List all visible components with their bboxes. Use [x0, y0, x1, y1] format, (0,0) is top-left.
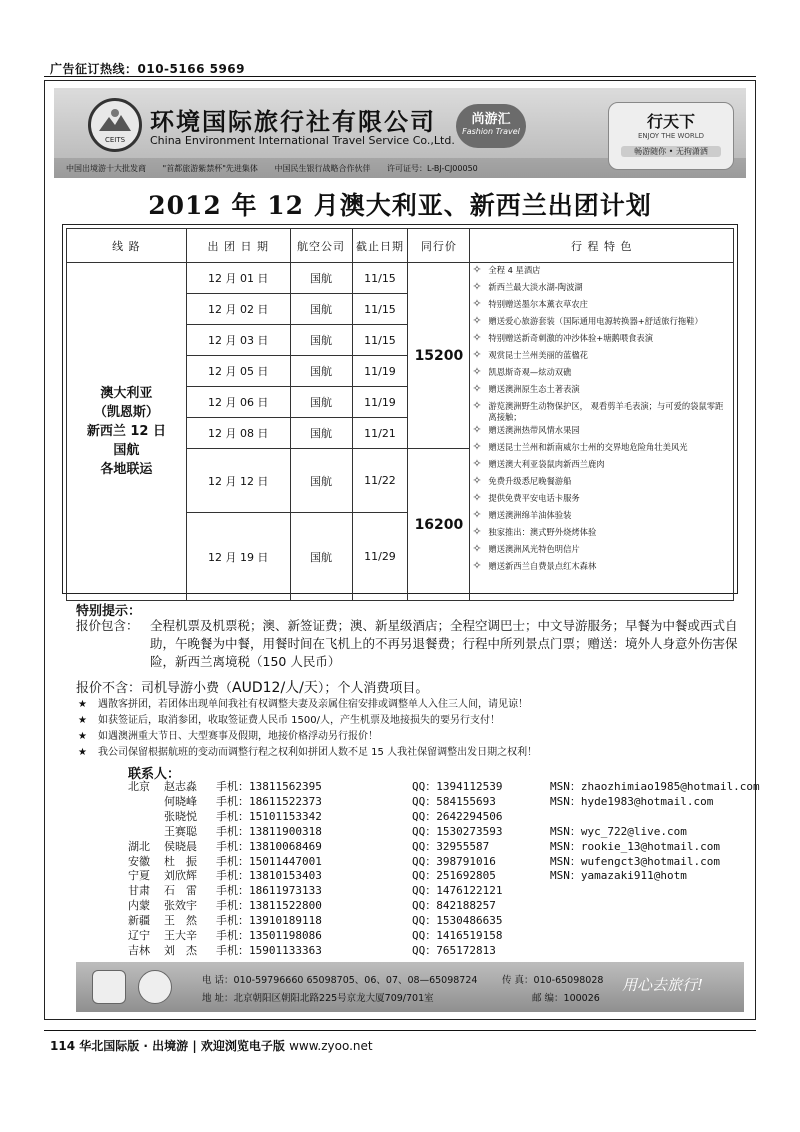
- airline: 国航: [290, 325, 352, 356]
- feature-text: 特别赠送墨尔本薰衣草农庄: [488, 299, 588, 309]
- star-icon: ★: [78, 747, 87, 758]
- tip-fee: AUD12/人/天: [232, 680, 318, 696]
- contact-msn: MSN：hyde1983@hotmail.com: [550, 794, 714, 808]
- feature-text: 新西兰最大淡水湖-陶波湖: [488, 282, 583, 292]
- top-rule: [44, 76, 756, 77]
- airline: 国航: [290, 263, 352, 294]
- star-icon: ★: [78, 715, 87, 726]
- route-line: 国航: [113, 443, 140, 458]
- contact-qq: QQ：584155693: [412, 794, 496, 808]
- credentials-line: [54, 158, 746, 178]
- contact-row: [128, 884, 760, 899]
- contact-name: 杜 振: [164, 854, 197, 868]
- sparkle-icon: ✧: [472, 314, 482, 327]
- sparkle-icon: ✧: [472, 382, 482, 395]
- feature-item: [472, 263, 731, 280]
- deadline: 11/15: [352, 325, 408, 356]
- feature-text: 提供免费平安电话卡服务: [488, 493, 580, 503]
- contact-phone: 手机：18611522373: [216, 794, 322, 808]
- contact-name: 刘欣辉: [164, 869, 197, 883]
- contact-qq: QQ：1530273593: [412, 824, 503, 838]
- sparkle-icon: ✧: [472, 491, 482, 504]
- fashion-travel-badge: [456, 104, 526, 148]
- sparkle-icon: ✧: [472, 474, 482, 487]
- contact-qq: QQ：1394112539: [412, 780, 503, 793]
- contact-region: 辽宁: [128, 929, 150, 943]
- sparkle-icon: ✧: [472, 440, 482, 453]
- contact-row: [128, 914, 760, 929]
- contact-phone: 手机：18611973133: [216, 884, 322, 898]
- contact-qq: QQ：2642294506: [412, 809, 503, 823]
- contacts-section: [128, 763, 760, 959]
- contact-phone: 手机：15901133363: [216, 943, 322, 957]
- sparkle-icon: ✧: [472, 297, 482, 310]
- feature-text: 赠送澳洲风光特色明信片: [488, 544, 580, 554]
- footer-slogan: 用心去旅行!: [622, 976, 704, 994]
- contact-name: 张效宇: [164, 899, 197, 913]
- feature-item: [472, 399, 731, 423]
- contact-phone: 手机：13811562395: [216, 780, 322, 793]
- feature-item: [472, 280, 731, 297]
- xtx-cn: 行天下: [646, 112, 695, 131]
- contact-name: 王赛聪: [164, 824, 197, 838]
- departure-date: 12 月 12 日: [186, 449, 290, 513]
- feature-text: 全程 4 星酒店: [488, 265, 541, 275]
- airline: 国航: [290, 449, 352, 513]
- contact-qq: QQ：1416519158: [412, 929, 503, 943]
- feature-item: [472, 423, 731, 440]
- contact-region: 安徽: [128, 854, 150, 868]
- banner-top: [54, 88, 746, 158]
- sparkle-icon: ✧: [472, 423, 482, 436]
- bullet-text: 我公司保留根据航班的变动而调整行程之权利如拼团人数不足 15 人我社保留调整出发日期之权利！: [98, 747, 538, 758]
- contact-region: 内蒙: [128, 899, 150, 913]
- route-line: 新西兰 12 日: [86, 424, 166, 439]
- schedule-table: [66, 228, 734, 601]
- sparkle-icon: ✧: [472, 457, 482, 470]
- ceits-logo-icon: [88, 98, 142, 152]
- feature-text: 游览澳洲野生动物保护区， 观看剪羊毛表演；与可爱的袋鼠零距离接触；: [488, 401, 724, 422]
- contact-name: 张晓悦: [164, 809, 197, 823]
- credential: 中国民生银行战略合作伙伴: [274, 164, 371, 173]
- contact-msn: MSN：rookie_13@hotmail.com: [550, 839, 720, 853]
- departure-date: 12 月 19 日: [186, 513, 290, 601]
- credential: "首都旅游紫禁杯"先进集体: [162, 164, 258, 173]
- contact-qq: QQ：32955587: [412, 839, 490, 853]
- contact-region: [128, 810, 164, 825]
- table-header-row: [67, 229, 734, 263]
- header-airline: 航空公司: [290, 229, 352, 263]
- contact-name: 王大辛: [164, 929, 197, 943]
- contact-row: [128, 855, 760, 870]
- feature-item: [472, 457, 731, 474]
- contact-name: 石 雷: [164, 884, 197, 898]
- sparkle-icon: ✧: [472, 399, 482, 412]
- contact-msn: MSN：wufengct3@hotmail.com: [550, 854, 720, 868]
- bullet-text: 如遇澳洲重大节日、大型赛事及假期，地接价格浮动另行报价！: [98, 731, 378, 742]
- price-cell: 16200: [408, 449, 470, 601]
- contact-row: [128, 840, 760, 855]
- feature-text: 赠送昆士兰州和新南威尔士州的交界地危险角壮美风光: [488, 442, 688, 452]
- contact-qq: QQ：251692805: [412, 869, 496, 883]
- feature-text: 独家推出：澳式野外烧烤体验: [488, 527, 597, 537]
- ad-hotline: 广告征订热线：010-5166 5969: [50, 62, 246, 76]
- note-bullet: [78, 713, 746, 729]
- header-price: 同行价: [408, 229, 470, 263]
- contact-row: [128, 795, 760, 810]
- contact-qq: QQ：398791016: [412, 854, 496, 868]
- price-includes: [76, 617, 746, 671]
- feature-text: 赠送新西兰自费景点红木森林: [488, 561, 597, 571]
- feature-item: [472, 491, 731, 508]
- contact-row: [128, 869, 760, 884]
- contact-qq: QQ：1476122121: [412, 884, 503, 898]
- feature-item: [472, 314, 731, 331]
- includes-label: 报价包含：: [76, 618, 139, 633]
- contact-row: [128, 899, 760, 914]
- contact-qq: QQ：842188257: [412, 899, 496, 913]
- feature-text: 观赏昆士兰州美丽的蓝楹花: [488, 350, 588, 360]
- feature-text: 赠送澳洲绵羊油体验装: [488, 510, 572, 520]
- contact-msn: MSN：zhaozhimiao1985@hotmail.com: [550, 780, 760, 793]
- feature-item: [472, 474, 731, 491]
- excludes-label: 报价不含：: [76, 681, 142, 696]
- feature-item: [472, 508, 731, 525]
- contact-region: 新疆: [128, 914, 150, 928]
- deadline: 11/22: [352, 449, 408, 513]
- sparkle-icon: ✧: [472, 365, 482, 378]
- airline: 国航: [290, 356, 352, 387]
- contact-name: 何晓峰: [164, 794, 197, 808]
- sparkle-icon: ✧: [472, 559, 482, 572]
- partner-logo-icon: [92, 970, 126, 1004]
- credential: 中国出境游十大批发商: [66, 164, 146, 173]
- contact-footer-bar: [76, 962, 744, 1012]
- contact-row: [128, 825, 760, 840]
- company-banner: [54, 88, 746, 178]
- logo-text: CEITS: [104, 136, 126, 144]
- bullet-text: 遇散客拼团，若团体出现单间我社有权调整夫妻及亲属住宿安排或调整单人入住三人间，请见谅！: [98, 699, 528, 710]
- route-cell: [67, 263, 187, 601]
- price-cell: 15200: [408, 263, 470, 449]
- airline: 国航: [290, 387, 352, 418]
- contact-phone: 手机：13910189118: [216, 914, 322, 928]
- departure-date: 12 月 05 日: [186, 356, 290, 387]
- features-cell: [470, 263, 734, 601]
- note-bullet: [78, 697, 746, 713]
- sparkle-icon: ✧: [472, 508, 482, 521]
- star-icon: ★: [78, 731, 87, 742]
- contact-name: 赵志淼: [164, 780, 197, 793]
- feature-text: 赠送爱心旅游套装（国际通用电源转换器+舒适旅行拖鞋）: [488, 316, 703, 326]
- sparkle-icon: ✧: [472, 348, 482, 361]
- feature-text: 特别赠送新奇刺激的冲沙体验+塘鹅喂食表演: [488, 333, 654, 343]
- feature-text: 赠送澳洲原生态土著表演: [488, 384, 580, 394]
- contact-region: 北京: [128, 780, 150, 793]
- route-line: 各地联运: [100, 462, 153, 477]
- deadline: 11/21: [352, 418, 408, 449]
- feature-item: [472, 382, 731, 399]
- contact-region: 甘肃: [128, 884, 150, 898]
- excludes-text: 司机导游小费（: [141, 681, 233, 696]
- includes-text: 全程机票及机票税；澳、新签证费；澳、新星级酒店；全程空调巴士；中文导游服务；早餐为中餐或西式自助，午晚餐为中餐，用餐时间在飞机上的不再另退餐费；行程中所列景点门票；赠送：境外人身意外伤害保险，新西兰离境税（150 人民币）: [150, 618, 738, 669]
- note-bullet: [78, 729, 746, 745]
- sparkle-icon: ✧: [472, 542, 482, 555]
- departure-date: 12 月 02 日: [186, 294, 290, 325]
- deadline: 11/15: [352, 294, 408, 325]
- brand-en: Fashion Travel: [462, 127, 520, 136]
- notes-title: 特别提示：: [76, 604, 142, 619]
- contact-name: 刘 杰: [164, 943, 197, 957]
- feature-item: [472, 542, 731, 559]
- contact-phone: 手机：13811900318: [216, 824, 322, 838]
- contact-name: 侯晓晨: [164, 839, 197, 853]
- footer-postcode: 邮 编：100026: [532, 993, 600, 1004]
- header-features: 行 程 特 色: [470, 229, 734, 263]
- contact-region: 湖北: [128, 839, 150, 853]
- page-footer: [50, 1037, 373, 1054]
- feature-item: [472, 440, 731, 457]
- header-deadline: 截止日期: [352, 229, 408, 263]
- airline: 国航: [290, 418, 352, 449]
- contact-phone: 手机：13810068469: [216, 839, 322, 853]
- star-icon: ★: [78, 699, 87, 710]
- deadline: 11/19: [352, 387, 408, 418]
- deadline: 11/15: [352, 263, 408, 294]
- contact-msn: MSN：yamazaki911@hotm: [550, 869, 687, 883]
- contact-msn: MSN：wyc_722@live.com: [550, 824, 687, 838]
- footer-phone: 电 话：010-59796660 65098705、06、07、08—65098724: [202, 975, 478, 986]
- contact-phone: 手机：13811522800: [216, 899, 322, 913]
- sparkle-icon: ✧: [472, 525, 482, 538]
- seal-logo-icon: [138, 970, 172, 1004]
- feature-item: [472, 297, 731, 314]
- feature-item: [472, 559, 731, 576]
- table-row: [67, 263, 734, 294]
- note-bullet: [78, 745, 746, 761]
- contact-region: 吉林: [128, 943, 150, 957]
- contact-region: 宁夏: [128, 869, 150, 883]
- company-name-en: China Environment International Travel Service Co.,Ltd.: [150, 134, 455, 147]
- header-date: 出 团 日 期: [186, 229, 290, 263]
- contacts-title: 联系人：: [128, 767, 181, 782]
- contact-row: [128, 944, 760, 959]
- excludes-text: ）；个人消费项目。: [317, 681, 429, 696]
- departure-date: 12 月 08 日: [186, 418, 290, 449]
- website-link[interactable]: www.zyoo.net: [289, 1039, 373, 1053]
- page-title: 2012 年 12 月澳大利亚、新西兰出团计划: [148, 191, 652, 220]
- sparkle-icon: ✧: [472, 331, 482, 344]
- deadline: 11/19: [352, 356, 408, 387]
- header-route: 线 路: [67, 229, 187, 263]
- feature-text: 免费升级悉尼晚餐游船: [488, 476, 572, 486]
- route-line: 澳大利亚: [100, 386, 153, 401]
- feature-item: [472, 365, 731, 382]
- departure-date: 12 月 03 日: [186, 325, 290, 356]
- feature-text: 赠送澳洲热带风情水果园: [488, 425, 580, 435]
- feature-item: [472, 525, 731, 542]
- xtx-slogan: 畅游随你 • 无拘潇洒: [621, 146, 721, 157]
- route-line: （凯恩斯）: [93, 405, 159, 420]
- contact-row: [128, 929, 760, 944]
- bottom-rule: [44, 1030, 756, 1031]
- feature-text: 凯恩斯奇观—炫动双礁: [488, 367, 572, 377]
- airline: 国航: [290, 294, 352, 325]
- page-footer-text: 114 华北国际版 · 出境游 | 欢迎浏览电子版: [50, 1039, 290, 1053]
- feature-item: [472, 348, 731, 365]
- sparkle-icon: ✧: [472, 263, 482, 276]
- xtx-en: ENJOY THE WORLD: [637, 132, 705, 140]
- contact-phone: 手机：15011447001: [216, 854, 322, 868]
- contact-region: [128, 825, 164, 840]
- contact-phone: 手机：13501198086: [216, 929, 322, 943]
- bullet-text: 如获签证后，取消参团，收取签证费人民币 1500/人，产生机票及地接损失的要另行支付！: [98, 715, 500, 726]
- footer-fax: 传 真：010-65098028: [502, 975, 604, 986]
- airline: 国航: [290, 513, 352, 601]
- feature-text: 赠送澳大利亚袋鼠肉新西兰鹿肉: [488, 459, 605, 469]
- departure-date: 12 月 06 日: [186, 387, 290, 418]
- deadline: 11/29: [352, 513, 408, 601]
- contact-qq: QQ：765172813: [412, 943, 496, 957]
- contact-row: [128, 780, 760, 795]
- notes-section: [76, 600, 746, 761]
- credential: 许可证号：L-BJ-CJ00050: [387, 164, 478, 173]
- contact-phone: 手机：15101153342: [216, 809, 322, 823]
- contact-list: [128, 780, 760, 959]
- company-name-cn: 环境国际旅行社有限公司: [150, 108, 436, 136]
- contact-region: [128, 795, 164, 810]
- brand-cn: 尚游汇: [471, 112, 511, 127]
- contact-row: [128, 810, 760, 825]
- feature-item: [472, 331, 731, 348]
- sparkle-icon: ✧: [472, 280, 482, 293]
- price-excludes: [76, 677, 746, 697]
- contact-phone: 手机：13810153403: [216, 869, 322, 883]
- contact-name: 王 然: [164, 914, 197, 928]
- feature-list: [472, 263, 731, 576]
- footer-address: 地 址：北京朝阳区朝阳北路225号京龙大厦709/701室: [202, 993, 434, 1004]
- contact-qq: QQ：1530486635: [412, 914, 503, 928]
- departure-date: 12 月 01 日: [186, 263, 290, 294]
